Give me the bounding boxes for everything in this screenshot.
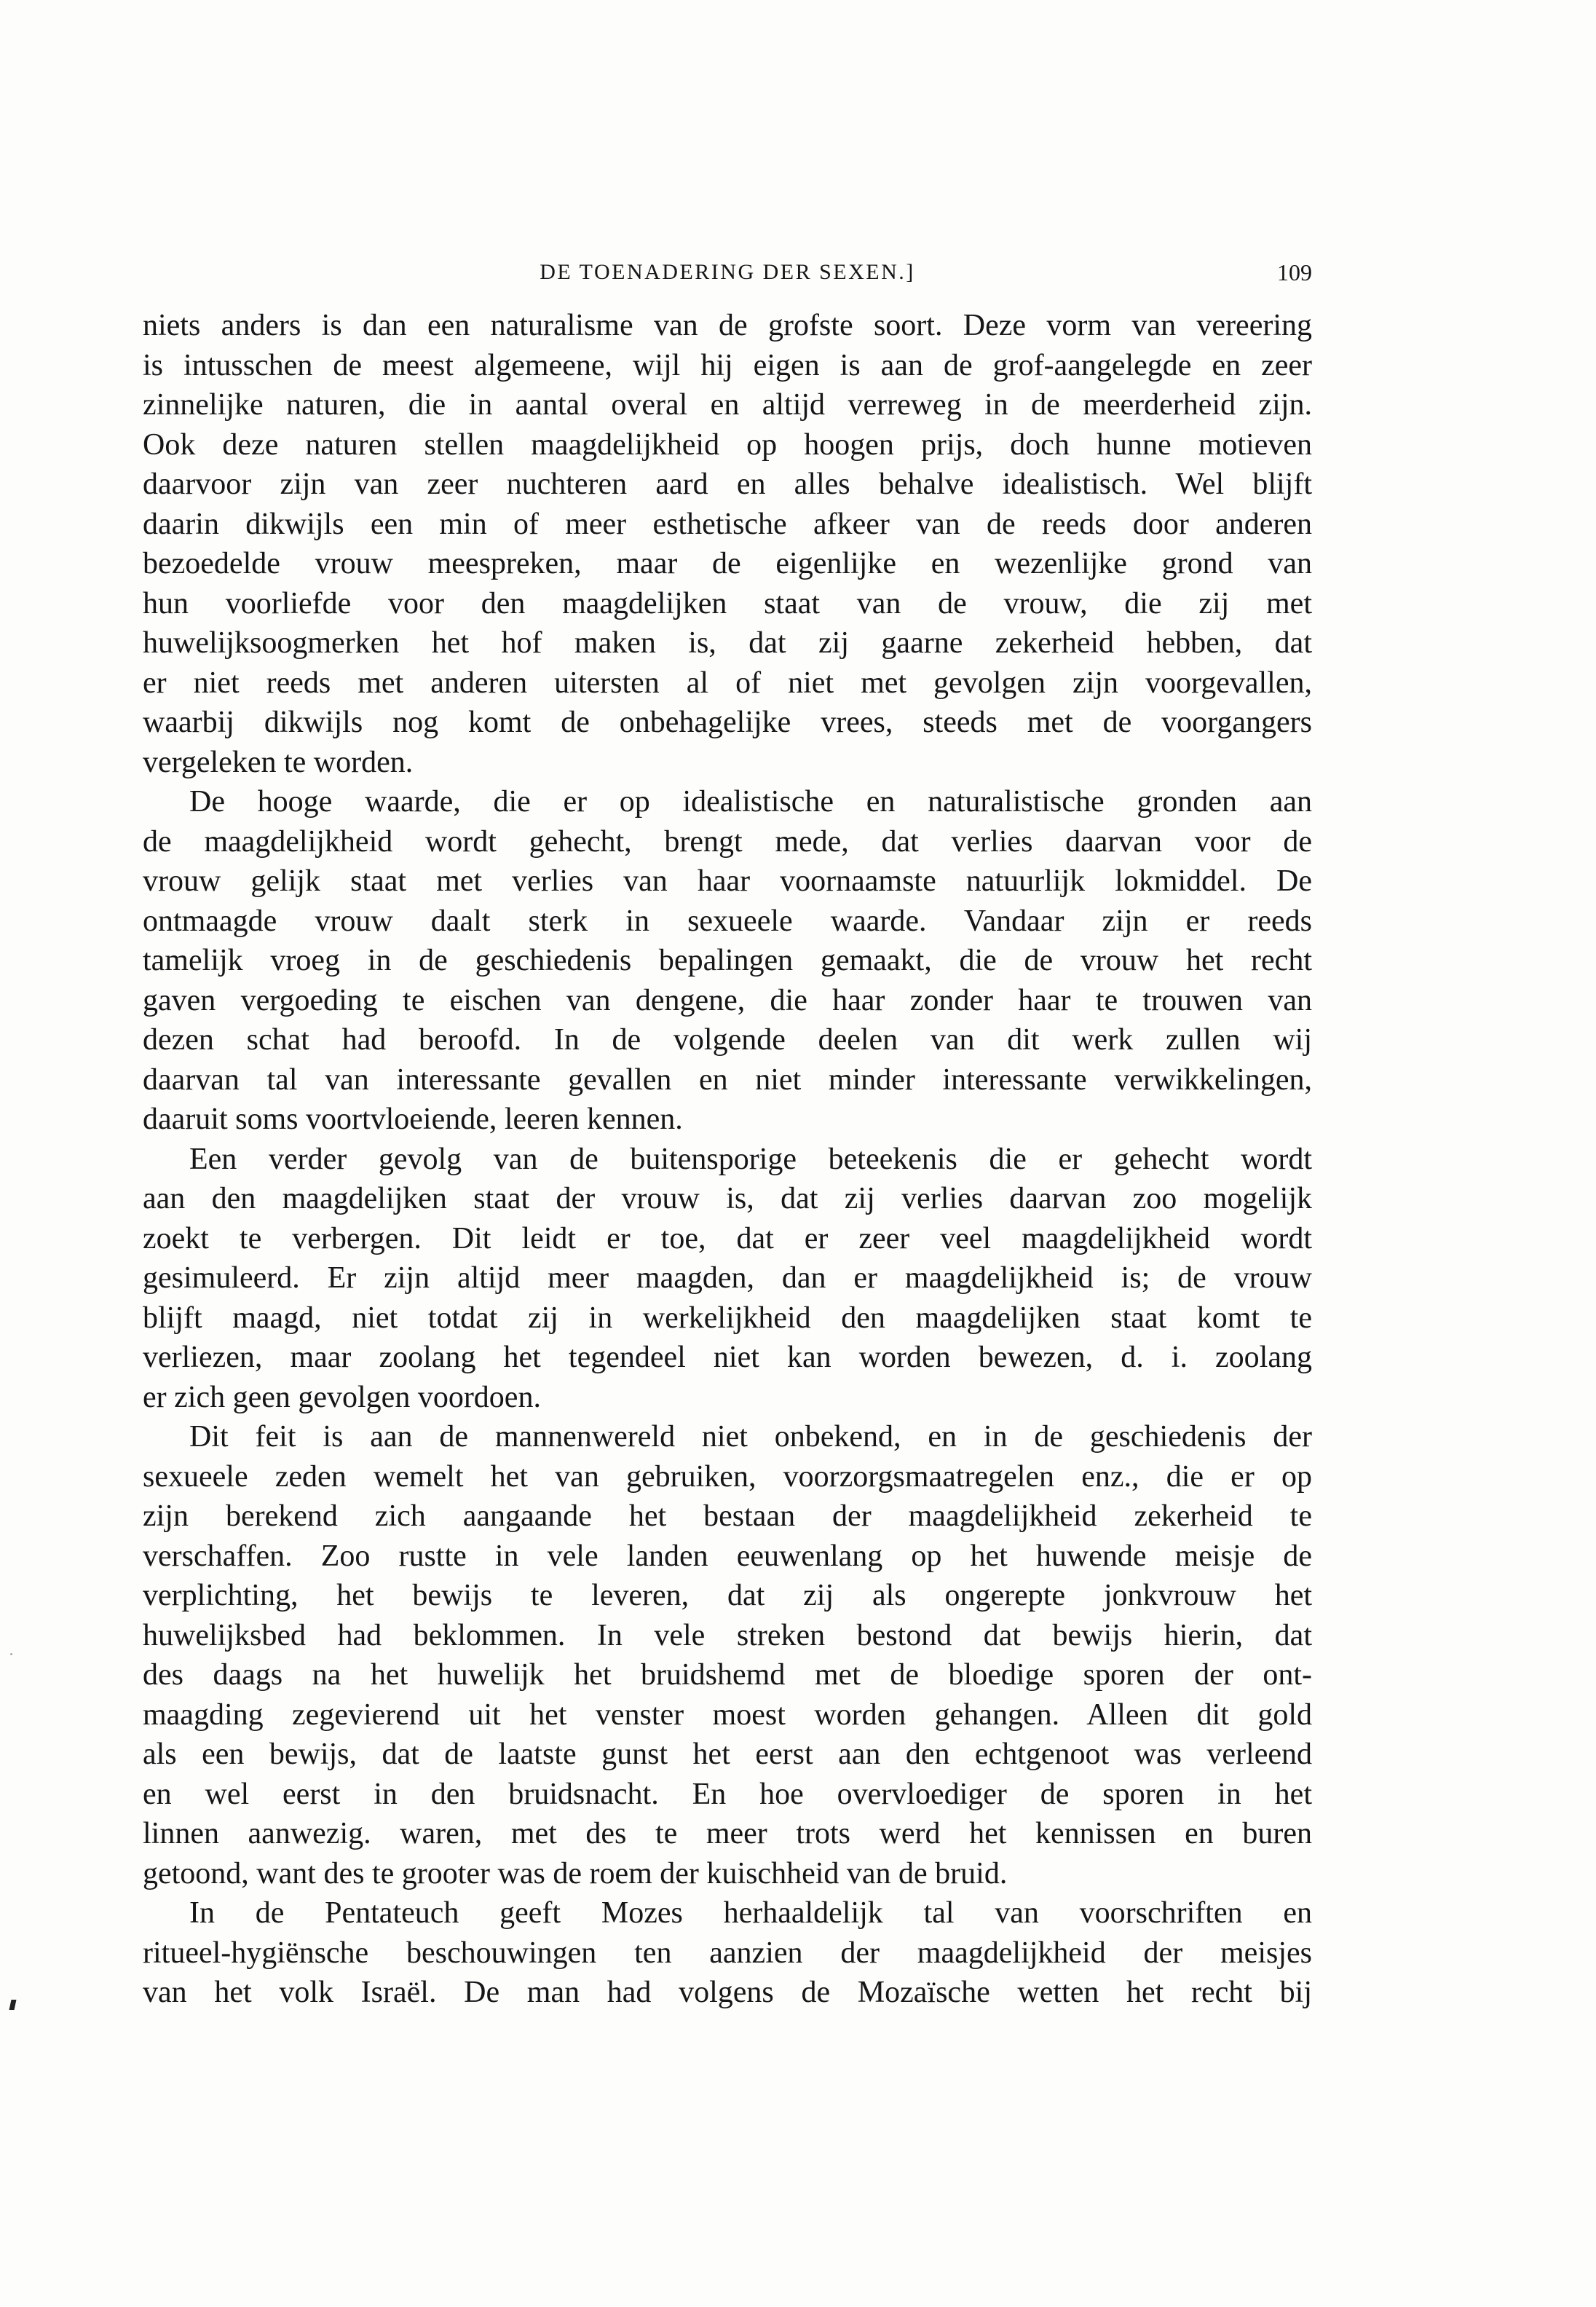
running-header <box>143 256 1312 288</box>
running-title: DE TOENADERING DER SEXEN.] <box>540 260 915 284</box>
paragraph-end-line: getoond, want des te grooter was de roem der kuischheid van de bruid. <box>143 1856 1008 1890</box>
text-line: bezoedelde vrouw meespreken, maar de eigenlijke en wezenlijke grond van <box>143 547 1312 580</box>
text-line: als een bewijs, dat de laatste gunst het eerst aan den echtgenoot was verleend <box>143 1738 1312 1771</box>
text-line: waarbij dikwijls nog komt de onbehagelijke vrees, steeds met de voorgangers <box>143 706 1312 739</box>
paragraph-start-line: De hooge waarde, die er op idealistische en naturalistische gronden aan <box>189 785 1312 819</box>
page-number: 109 <box>1277 259 1312 285</box>
text-line: ontmaagde vrouw daalt sterk in sexueele waarde. Vandaar zijn er reeds <box>143 904 1312 938</box>
text-line: tamelijk vroeg in de geschiedenis bepalingen gemaakt, die de vrouw het recht <box>143 944 1312 977</box>
text-line: er niet reeds met anderen uitersten al of niet met gevolgen zijn voorgevallen, <box>143 666 1312 700</box>
text-line: daarvan tal van interessante gevallen en niet minder interessante verwikkelingen, <box>143 1062 1312 1097</box>
text-line: blijft maagd, niet totdat zij in werkelijkheid den maagdelijken staat komt te <box>143 1301 1312 1335</box>
text-line: verliezen, maar zoolang het tegendeel niet kan worden bewezen, d. i. zoolang <box>143 1341 1312 1374</box>
text-line: sexueele zeden wemelt het van gebruiken, voorzorgsmaatregelen enz., die er op <box>143 1459 1312 1494</box>
scan-speck <box>10 1653 12 1655</box>
body-text <box>143 306 1312 2013</box>
text-line: dezen schat had beroofd. In de volgende deelen van dit werk zullen wij <box>143 1023 1312 1057</box>
paragraph-start-line: Een verder gevolg van de buitensporige beteekenis die er gehecht wordt <box>189 1142 1312 1176</box>
text-line: aan den maagdelijken staat der vrouw is, dat zij verlies daarvan zoo mogelijk <box>143 1182 1312 1215</box>
paragraph-end-line: er zich geen gevolgen voordoen. <box>143 1380 541 1414</box>
text-line: daarin dikwijls een min of meer esthetische afkeer van de reeds door anderen <box>143 507 1312 541</box>
margin-mark <box>9 2000 17 2010</box>
text-line: is intusschen de meest algemeene, wijl hij eigen is aan de grof-aangelegde en zeer <box>143 348 1312 382</box>
text-line: des daags na het huwelijk het bruidshemd met de bloedige sporen der ont- <box>143 1658 1312 1692</box>
text-line: zijn berekend zich aangaande het bestaan der maagdelijkheid zekerheid te <box>143 1499 1312 1533</box>
text-line: hun voorliefde voor den maagdelijken staat van de vrouw, die zij met <box>143 586 1312 620</box>
text-line: huwelijksoogmerken het hof maken is, dat zij gaarne zekerheid hebben, dat <box>143 626 1312 660</box>
text-line: gaven vergoeding te eischen van dengene, die haar zonder haar te trouwen van <box>143 983 1312 1017</box>
text-line: vrouw gelijk staat met verlies van haar voornaamste natuurlijk lokmiddel. De <box>143 864 1312 898</box>
text-line: zoekt te verbergen. Dit leidt er toe, dat er zeer veel maagdelijkheid wordt <box>143 1221 1312 1255</box>
text-line: en wel eerst in den bruidsnacht. En hoe overvloediger de sporen in het <box>143 1777 1312 1811</box>
text-line: Ook deze naturen stellen maagdelijkheid op hoogen prijs, doch hunne motieven <box>143 427 1312 462</box>
text-line: ritueel-hygiënsche beschouwingen ten aanzien der maagdelijkheid der meisjes <box>143 1936 1312 1970</box>
text-line: verschaffen. Zoo rustte in vele landen eeuwenlang op het huwende meisje de <box>143 1539 1312 1573</box>
text-line: verplichting, het bewijs te leveren, dat zij als ongerepte jonkvrouw het <box>143 1579 1312 1612</box>
text-line: van het volk Israël. De man had volgens de Mozaïsche wetten het recht bij <box>143 1976 1312 2009</box>
paragraph-start-line: In de Pentateuch geeft Mozes herhaaldelijk tal van voorschriften en <box>189 1896 1312 1930</box>
paragraph-end-line: daaruit soms voortvloeiende, leeren kennen. <box>143 1103 683 1136</box>
text-line: niets anders is dan een naturalisme van de grofste soort. Deze vorm van vereering <box>143 309 1312 342</box>
paragraph-end-line: vergeleken te worden. <box>143 745 414 779</box>
text-line: gesimuleerd. Er zijn altijd meer maagden, dan er maagdelijkheid is; de vrouw <box>143 1261 1312 1295</box>
text-line: maagding zegevierend uit het venster moest worden gehangen. Alleen dit gold <box>143 1697 1312 1732</box>
text-line: de maagdelijkheid wordt gehecht, brengt mede, dat verlies daarvan voor de <box>143 824 1312 859</box>
text-line: zinnelijke naturen, die in aantal overal en altijd verreweg in de meerderheid zijn. <box>143 388 1312 422</box>
text-line: linnen aanwezig. waren, met des te meer trots werd het kennissen en buren <box>143 1817 1312 1850</box>
paragraph-start-line: Dit feit is aan de mannenwereld niet onbekend, en in de geschiedenis der <box>189 1420 1312 1454</box>
text-line: huwelijksbed had beklommen. In vele streken bestond dat bewijs hierin, dat <box>143 1618 1312 1652</box>
text-line: daarvoor zijn van zeer nuchteren aard en alles behalve idealistisch. Wel blijft <box>143 468 1312 501</box>
